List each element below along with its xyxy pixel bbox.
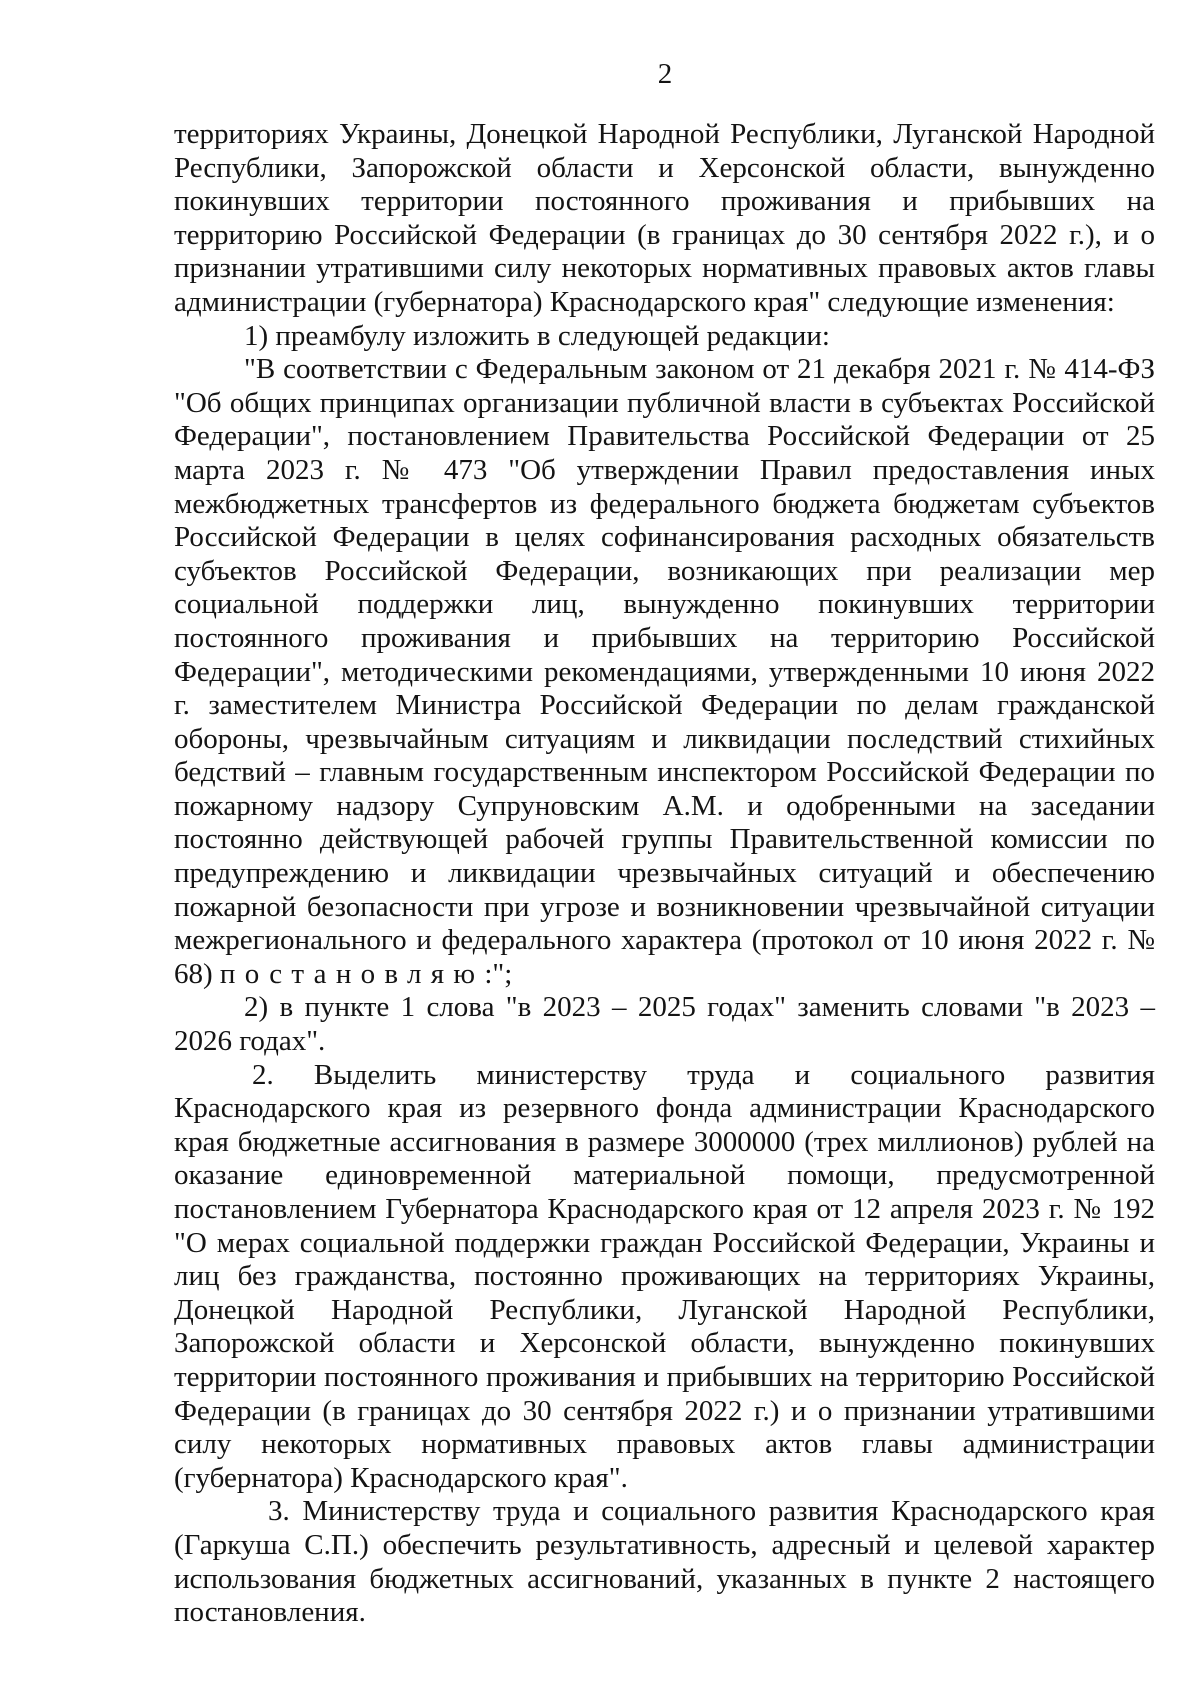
paragraph-preamble-instruction: 1) преамбулу изложить в следующей редакции: — [244, 319, 830, 352]
paragraph-item-2: 2. Выделить министерству труда и социального развития Краснодарского края из резервного фонда администрации Краснодарского края бюджетные ассигнования в размере 3000000 (трех миллионов) рублей на оказание единовременной материальной помощи, предусмотренной постановлением Губернатора Краснодарского края от 12 апреля 2023 г. № 192 "О мерах социальной поддержки граждан Российской Федерации, Украины и лиц без гражданства, постоянно проживающих на территориях Украины, Донецкой Народной Республики, Луганской Народной Республики, Запорожской области и Херсонской области, вынужденно покинувших территории постоянного проживания и прибывших на территорию Российской Федерации (в границах до 30 сентября 2022 г.) и о признании утратившими силу некоторых нормативных правовых актов главы администрации (губернатора) Краснодарского края". — [174, 1058, 1155, 1494]
paragraph-preamble-text — [174, 353, 1155, 991]
page-number: 2 — [657, 58, 673, 90]
paragraph-continuation: территориях Украины, Донецкой Народной Республики, Луганской Народной Республики, Запорожской области и Херсонской области, вынужденно покинувших территории постоянного проживания и прибывших на территорию Российской Федерации (в границах до 30 сентября 2022 г.), и о признании утратившими силу некоторых нормативных правовых актов главы администрации (губернатора) Краснодарского края" следующие изменения: — [174, 118, 1155, 318]
resolve-word: постановляю — [219, 957, 485, 990]
preamble-closing: :"; — [484, 957, 513, 990]
document-body — [174, 118, 1155, 1630]
paragraph-item-3: 3. Министерству труда и социального развития Краснодарского края (Гаркуша С.П.) обеспечить результативность, адресный и целевой характер использования бюджетных ассигнований, указанных в пункте 2 настоящего постановления. — [174, 1495, 1155, 1629]
preamble-main-text: "В соответствии с Федеральным законом от 21 декабря 2021 г. № 414-ФЗ "Об общих принципах организации публичной власти в субъектах Российской Федерации", постановлением Правительства Российской Федерации от 25 марта 2023 г. № 473 "Об утверждении Правил предоставления иных межбюджетных трансфертов из федерального бюджета бюджетам субъектов Российской Федерации в целях софинансирования расходных обязательств субъектов Российской Федерации, возникающих при реализации мер социальной поддержки лиц, вынужденно покинувших территории постоянного проживания и прибывших на территорию Российской Федерации", методическими рекомендациями, утвержденными 10 июня 2022 г. заместителем Министра Российской Федерации по делам гражданской обороны, чрезвычайным ситуациям и ликвидации последствий стихийных бедствий – главным государственным инспектором Российской Федерации по пожарному надзору Супруновским А.М. и одобренными на заседании постоянно действующей рабочей группы Правительственной комиссии по предупреждению и ликвидации чрезвычайных ситуаций и обеспечению пожарной безопасности при угрозе и возникновении чрезвычайной ситуации межрегионального и федерального характера (протокол от 10 июня 2022 г. № 68) — [174, 353, 1155, 990]
paragraph-amendment-2: 2) в пункте 1 слова "в 2023 – 2025 годах" заменить словами "в 2023 – 2026 годах". — [174, 991, 1155, 1058]
